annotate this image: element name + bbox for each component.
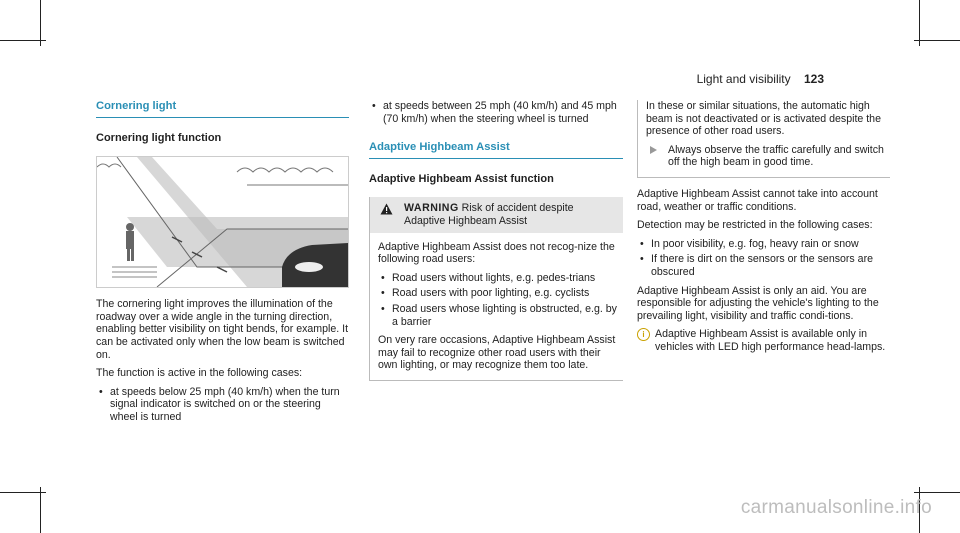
watermark: carmanualsonline.info — [740, 497, 932, 518]
action-item — [646, 144, 884, 169]
info-icon: i — [637, 328, 650, 341]
crop-mark — [0, 40, 46, 41]
paragraph: Adaptive Highbeam Assist is only an aid. You are responsible for adjusting the vehicle's lighting to the prevailing light, visibility and traffic condi-tions. — [637, 284, 879, 322]
paragraph: The cornering light improves the illumination of the roadway over a wide angle in the turning direction, enabling better visibility on tight bends, for example. It can be activated only when the low beam is switched on. — [96, 298, 349, 361]
bullet-list — [637, 238, 890, 279]
list-item: • If there is dirt on the sensors or the sensors are obscured — [637, 253, 890, 278]
paragraph: On very rare occasions, Adaptive Highbeam Assist may fail to recognize other road users with their own lighting, or may recognize them too late. — [378, 334, 616, 372]
crop-mark — [914, 40, 960, 41]
action-text: Always observe the traffic carefully and switch off the high beam in good time. — [668, 143, 884, 169]
subsection-title-cornering-function: Cornering light function — [96, 131, 222, 144]
list-item: • at speeds below 25 mph (40 km/h) when the turn signal indicator is switched on or the steering wheel is turned — [96, 386, 349, 424]
info-text: Adaptive Highbeam Assist is available only in vehicles with LED high performance head-lamps. — [655, 328, 886, 353]
bullet-list — [369, 100, 623, 125]
section-title-cornering-light: Cornering light — [96, 100, 349, 118]
bullet-list — [378, 272, 617, 328]
crop-mark — [0, 492, 46, 493]
warning-icon — [380, 203, 393, 215]
warning-box — [369, 197, 623, 381]
list-item: • at speeds between 25 mph (40 km/h) and 45 mph (70 km/h) when the steering wheel is turned — [369, 100, 623, 125]
list-item: • In poor visibility, e.g. fog, heavy rain or snow — [637, 238, 890, 251]
column-1 — [96, 100, 349, 430]
crop-mark — [914, 492, 960, 493]
paragraph: The function is active in the following cases: — [96, 367, 303, 380]
section-title-highbeam: Adaptive Highbeam Assist — [369, 141, 623, 159]
cornering-light-illustration — [96, 156, 349, 288]
paragraph: Adaptive Highbeam Assist does not recog-nize the following road users: — [378, 240, 615, 266]
warning-continuation-box — [637, 100, 890, 178]
column-3 — [637, 100, 890, 354]
page-number: 123 — [803, 72, 824, 86]
info-note — [637, 328, 890, 353]
warning-text: Risk of accident despite Adaptive Highbeam Assist — [404, 202, 574, 227]
warning-body — [370, 233, 623, 380]
bullet-list — [96, 386, 349, 424]
list-item: • Road users without lights, e.g. pedes-trians — [378, 272, 617, 285]
warning-label: WARNING — [404, 202, 459, 215]
subsection-title-highbeam-function: Adaptive Highbeam Assist function — [369, 172, 554, 185]
paragraph: In these or similar situations, the automatic high beam is not deactivated or is activated despite the presence of other road users. — [646, 100, 881, 138]
paragraph: Detection may be restricted in the following cases: — [637, 219, 873, 232]
paragraph: Adaptive Highbeam Assist cannot take into account road, weather or traffic conditions. — [637, 187, 878, 213]
header-section: Light and visibility — [696, 72, 791, 86]
page-header — [697, 72, 824, 86]
warning-header — [370, 197, 623, 232]
arrow-icon — [650, 146, 657, 154]
column-2 — [369, 100, 623, 381]
list-item: • Road users with poor lighting, e.g. cyclists — [378, 287, 617, 300]
crop-mark — [40, 487, 41, 533]
list-item: • Road users whose lighting is obstructed, e.g. by a barrier — [378, 303, 617, 328]
